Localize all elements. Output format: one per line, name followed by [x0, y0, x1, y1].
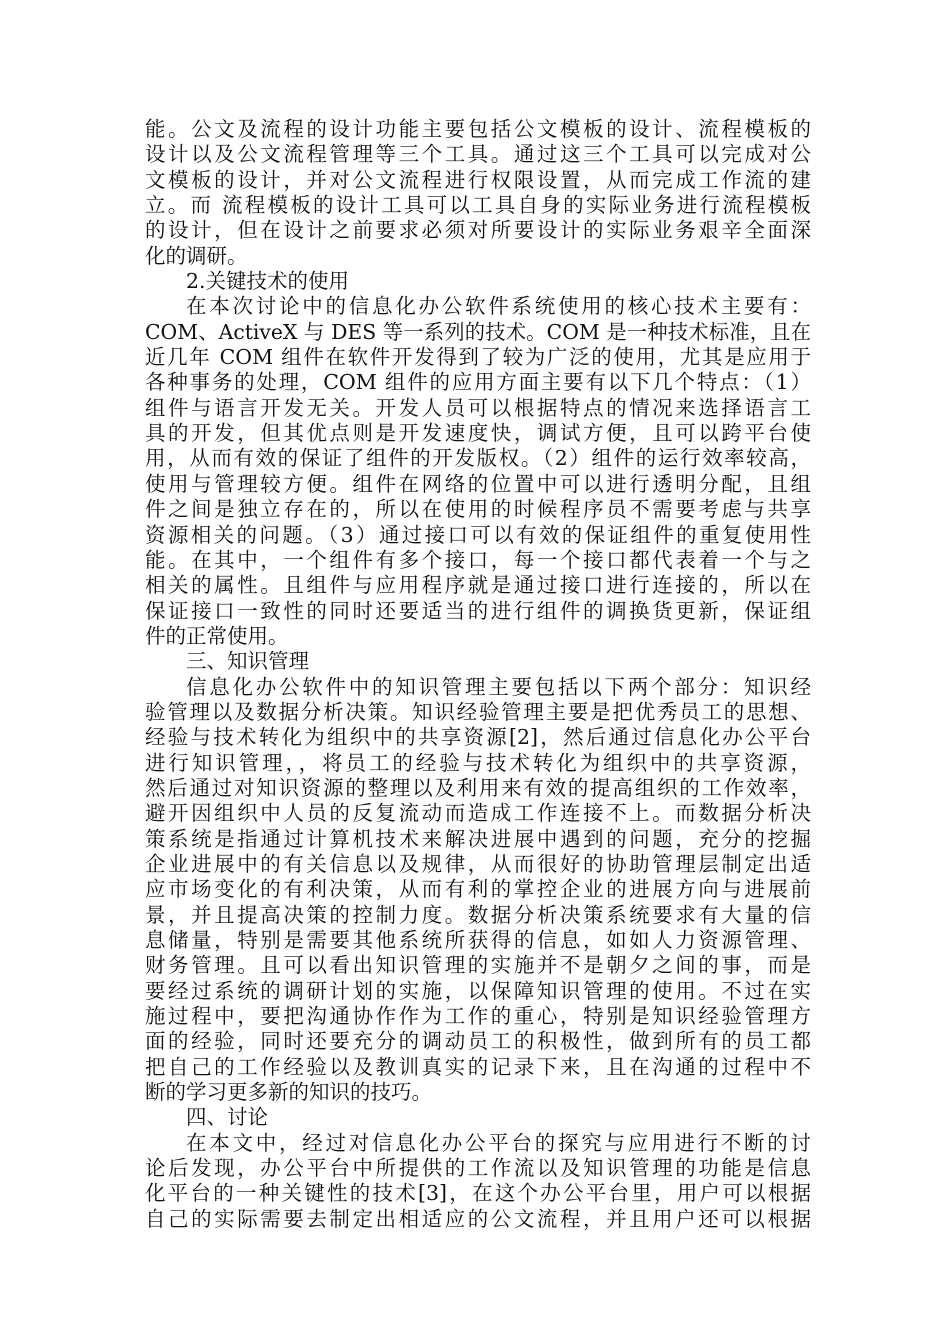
text-line: 组件与语言开发无关。开发人员可以根据特点的情况来选择语言工: [145, 395, 811, 420]
text-line: 经验与技术转化为组织中的共享资源[2]，然后通过信息化办公平台: [145, 725, 811, 750]
text-line: 化的调研。: [145, 243, 248, 268]
paragraph-first-line: 在本次讨论中的信息化办公软件系统使用的核心技术主要有：: [186, 294, 811, 319]
text-line: 能。在其中，一个组件有多个接口，每一个接口都代表着一个与之: [145, 547, 811, 572]
text-line: 要经过系统的调研计划的实施，以保障知识管理的使用。不过在实: [145, 978, 811, 1003]
text-line: 断的学习更多新的知识的技巧。: [145, 1080, 432, 1105]
text-line: 文模板的设计，并对公文流程进行权限设置，从而完成工作流的建: [145, 167, 811, 192]
section-heading: 2.关键技术的使用: [186, 269, 350, 294]
text-line: 用，从而有效的保证了组件的开发版权。（2）组件的运行效率较高，: [145, 446, 811, 471]
text-line: 面的经验，同时还要充分的调动员工的积极性，做到所有的员工都: [145, 1029, 811, 1054]
text-line: 论后发现，办公平台中所提供的工作流以及知识管理的功能是信息: [145, 1156, 811, 1181]
text-line: 设计以及公文流程管理等三个工具。通过这三个工具可以完成对公: [145, 142, 811, 167]
text-line: 资源相关的问题。（3）通过接口可以有效的保证组件的重复使用性: [145, 522, 811, 547]
text-line: 应市场变化的有利决策，从而有利的掌控企业的进展方向与进展前: [145, 877, 811, 902]
text-line: 企业进展中的有关信息以及规律，从而很好的协助管理层制定出适: [145, 851, 811, 876]
text-line: 使用与管理较方便。组件在网络的位置中可以进行透明分配，且组: [145, 471, 811, 496]
text-line: 各种事务的处理，COM 组件的应用方面主要有以下几个特点：（1）: [145, 370, 811, 395]
text-line: 化平台的一种关键性的技术[3]，在这个办公平台里，用户可以根据: [145, 1181, 811, 1206]
paragraph-first-line: 在本文中，经过对信息化办公平台的探究与应用进行不断的讨: [186, 1130, 811, 1155]
document-body: [145, 117, 811, 1232]
text-line: 相关的属性。且组件与应用程序就是通过接口进行连接的，所以在: [145, 573, 811, 598]
text-line: 施过程中，要把沟通协作作为工作的重心，特别是知识经验管理方: [145, 1004, 811, 1029]
section-heading: 三、知识管理: [186, 649, 309, 674]
text-line: 息储量，特别是需要其他系统所获得的信息，如如人力资源管理、: [145, 928, 811, 952]
text-line: 把自己的工作经验以及教训真实的记录下来，且在沟通的过程中不: [145, 1054, 811, 1079]
text-line: 立。而 流程模板的设计工具可以工具自身的实际业务进行流程模板: [145, 193, 811, 218]
text-line: 避开因组织中人员的反复流动而造成工作连接不上。而数据分析决: [145, 801, 811, 826]
text-line: 具的开发，但其优点则是开发速度快，调试方便，且可以跨平台使: [145, 421, 811, 446]
text-line: 自己的实际需要去制定出相适应的公文流程，并且用户还可以根据: [145, 1206, 811, 1231]
text-line: 近几年 COM 组件在软件开发得到了较为广泛的使用，尤其是应用于: [145, 345, 811, 370]
text-line: 策系统是指通过计算机技术来解决进展中遇到的问题，充分的挖掘: [145, 826, 811, 851]
text-line: 件的正常使用。: [145, 623, 289, 648]
section-heading: 四、讨论: [186, 1105, 268, 1130]
text-line: 进行知识管理，，将员工的经验与技术转化为组织中的共享资源，: [145, 750, 811, 775]
text-line: 件之间是独立存在的，所以在使用的时候程序员不需要考虑与共享: [145, 497, 811, 522]
text-line: 然后通过对知识资源的整理以及利用来有效的提高组织的工作效率，: [145, 775, 811, 800]
text-line: 景，并且提高决策的控制力度。数据分析决策系统要求有大量的信: [145, 902, 811, 927]
paragraph-first-line: 信息化办公软件中的知识管理主要包括以下两个部分：知识经: [186, 674, 811, 699]
text-line: 的设计，但在设计之前要求必须对所要设计的实际业务艰辛全面深: [145, 218, 811, 243]
text-line: 财务管理。且可以看出知识管理的实施并不是朝夕之间的事，而是: [145, 953, 811, 978]
text-line: 保证接口一致性的同时还要适当的进行组件的调换货更新，保证组: [145, 598, 811, 623]
text-line: COM、ActiveX 与 DES 等一系列的技术。COM 是一种技术标准，且在: [145, 319, 811, 344]
text-line: 验管理以及数据分析决策。知识经验管理主要是把优秀员工的思想、: [145, 699, 811, 724]
text-line: 能。公文及流程的设计功能主要包括公文模板的设计、流程模板的: [145, 117, 811, 141]
